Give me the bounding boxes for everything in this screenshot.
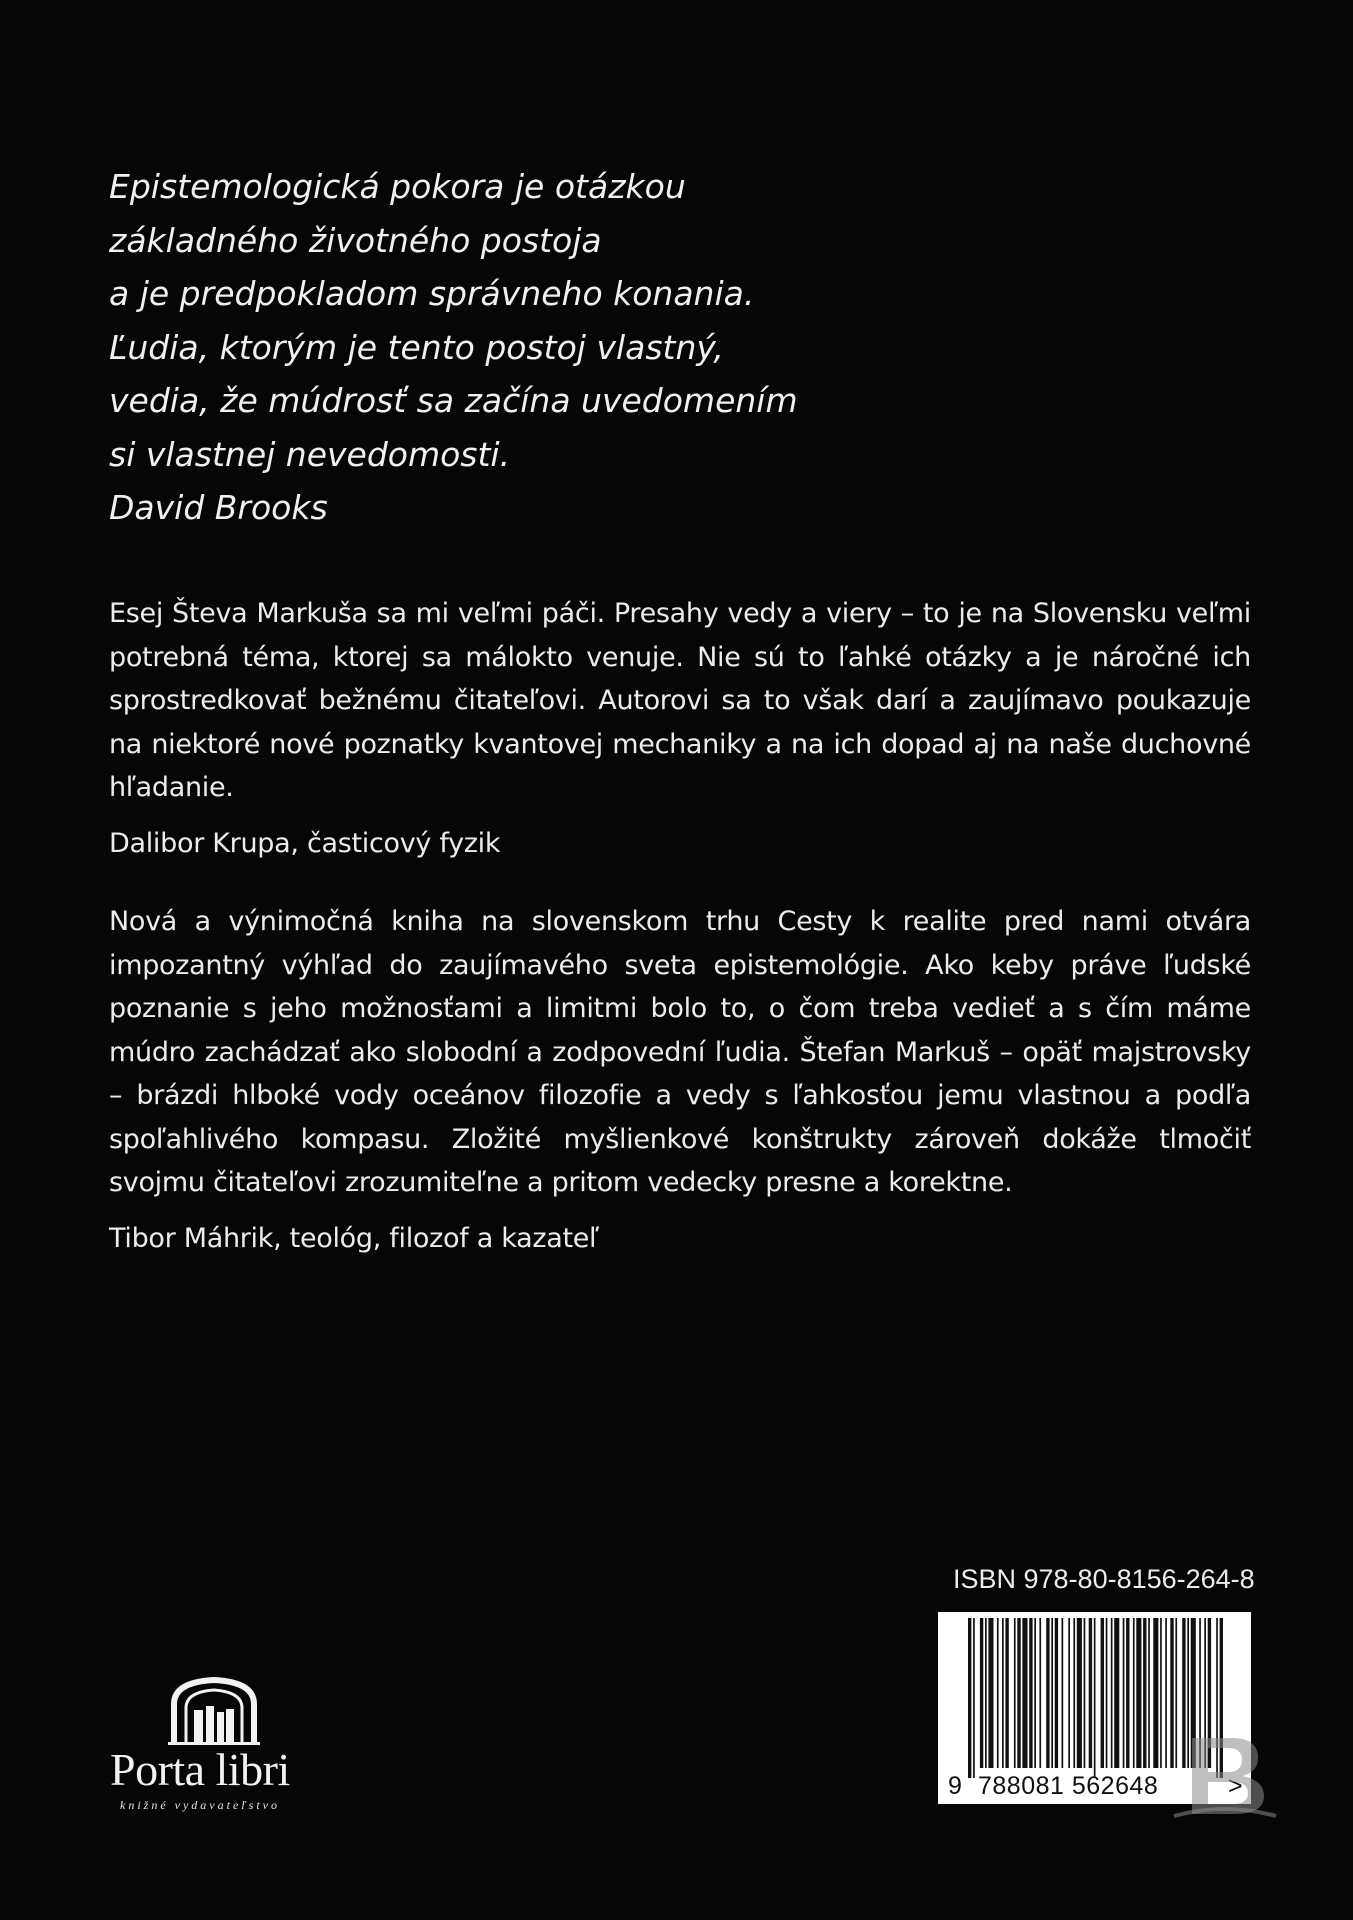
quote-line: základného životného postoja bbox=[109, 220, 602, 260]
barcode-bar bbox=[997, 1618, 999, 1768]
barcode-bar bbox=[988, 1618, 993, 1768]
barcode-bar bbox=[968, 1618, 971, 1778]
publisher-logo bbox=[110, 1676, 320, 1816]
quote-line: a je predpokladom správneho konania. bbox=[109, 274, 755, 313]
barcode-bar bbox=[1068, 1618, 1070, 1768]
barcode-bar bbox=[1126, 1618, 1129, 1768]
endorsement-text: Esej Števa Markuša sa mi veľmi páči. Presahy vedy a viery – to je na Slovensku veľmi potrebná téma, ktorej sa málokto venuje. Nie sú to ľahké otázky a je náročné ich sprostredkovať bežnému čitateľovi. Autorovi sa to však darí a zaujímavo poukazuje na niektoré nové poznatky kvantovej mechaniky a na ich dopad aj na naše duchovné hľadanie. bbox=[109, 598, 1251, 803]
barcode-bar bbox=[1101, 1618, 1104, 1768]
barcode-bar bbox=[1022, 1618, 1027, 1768]
barcode-bar bbox=[1111, 1618, 1113, 1768]
barcode-bar bbox=[1143, 1618, 1146, 1768]
endorsement-author: Dalibor Krupa, časticový fyzik bbox=[109, 828, 501, 859]
barcode-bar bbox=[1165, 1618, 1167, 1768]
barcode-bar bbox=[973, 1618, 975, 1778]
barcode-first-digit: 9 bbox=[948, 1772, 962, 1800]
barcode-bar bbox=[1034, 1618, 1036, 1768]
barcode-bar bbox=[1106, 1618, 1108, 1768]
barcode-bar bbox=[1055, 1618, 1058, 1768]
barcode-bar bbox=[1073, 1618, 1075, 1768]
barcode-bar bbox=[1148, 1618, 1150, 1768]
barcode-end-mark: > bbox=[1228, 1772, 1243, 1800]
isbn-label: ISBN 978-80-8156-264-8 bbox=[953, 1564, 1255, 1594]
barcode-bar bbox=[1062, 1618, 1064, 1768]
quote-line: vedia, že múdrosť sa začína uvedomením bbox=[109, 381, 798, 420]
barcode-bar bbox=[985, 1618, 987, 1768]
barcode-bar bbox=[1153, 1618, 1158, 1768]
quote-line: si vlastnej nevedomosti. bbox=[109, 434, 511, 474]
barcode-bar bbox=[1039, 1618, 1041, 1768]
barcode-number: 788081 562648 bbox=[978, 1772, 1159, 1800]
endorsement-text: Nová a výnimočná kniha na slovenskom trhu Cesty k realite pred nami otvára impozantný výhľad do zaujímavého sveta epistemológie. Ako keby práve ľudské poznanie s jeho možnosťami a limitmi bolo to, o čom treba vedieť a s čím máme múdro zachádzať ako slobodní a zodpovední ľudia. Štefan Markuš – opäť majstrovsky – brázdi hlboké vody oceánov filozofie a vedy s ľahkosťou jemu vlastnou a podľa spoľahlivého kompasu. Zložité myšlienkové konštrukty zároveň dokáže tlmočiť svojmu čitateľovi zrozumiteľne a pritom vedecky presne a korektne. bbox=[109, 906, 1251, 1198]
publisher-subtitle: knižné vydavateľstvo bbox=[120, 1798, 280, 1812]
barcode-bar bbox=[1014, 1618, 1016, 1768]
epigraph-quote bbox=[109, 160, 1109, 535]
barcode-bar bbox=[1005, 1618, 1008, 1768]
barcode-bar bbox=[1094, 1618, 1096, 1778]
barcode-bar bbox=[1077, 1618, 1082, 1768]
barcode-bar bbox=[1136, 1618, 1141, 1768]
barcode-bar bbox=[1051, 1618, 1053, 1768]
barcode-bar bbox=[1114, 1618, 1119, 1768]
barcode-bar bbox=[1133, 1618, 1135, 1768]
barcode-bar bbox=[1123, 1618, 1125, 1768]
barcode-bar bbox=[1029, 1618, 1032, 1768]
book-arch-icon bbox=[164, 1676, 264, 1746]
barcode-bar bbox=[1089, 1618, 1092, 1768]
barcode-bar bbox=[980, 1618, 983, 1768]
quote-line: Epistemologická pokora je otázkou bbox=[109, 167, 686, 206]
barcode-bar bbox=[1017, 1618, 1020, 1768]
quote-attribution: David Brooks bbox=[109, 488, 328, 527]
quote-line: Ľudia, ktorým je tento postoj vlastný, bbox=[109, 327, 724, 367]
endorsement-author: Tibor Máhrik, teológ, filozof a kazateľ bbox=[109, 1223, 599, 1254]
barcode-bar bbox=[1084, 1618, 1086, 1768]
publisher-name: Porta libri bbox=[110, 1744, 290, 1795]
barcode-bar bbox=[1160, 1618, 1162, 1768]
barcode-bar bbox=[1002, 1618, 1004, 1768]
barcode-bar bbox=[1046, 1618, 1049, 1768]
b-watermark-icon bbox=[1170, 1730, 1280, 1820]
